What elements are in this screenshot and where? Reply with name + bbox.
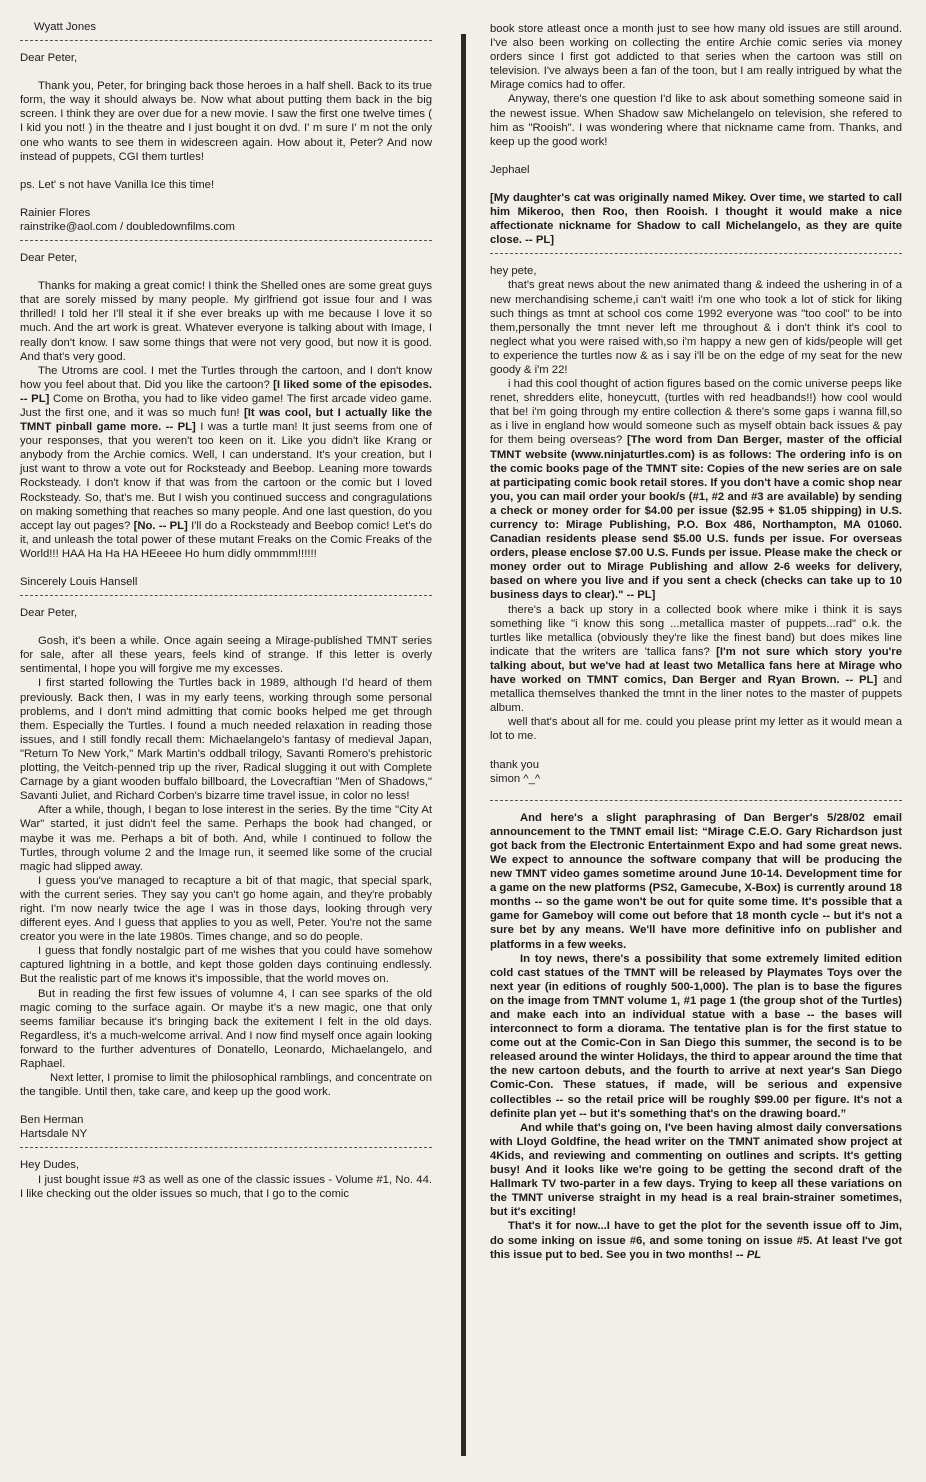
editor-reply: [No. -- PL] [133, 519, 188, 532]
letter-divider [490, 253, 902, 254]
editorial-paragraph: In toy news, there's a possibility that some extremely limited edition cold cast statues of the TMNT will be released by Playmates Toys over the next year (in editions of roughly 500-1,000). The plan is to base the figures on the image from TMNT volume 1, #1 page 1 (the group shot of the Turtles) and make each into an individual statue with a base -- the bases will interconnect to form a diorama. The tentative plan is for the first statue to come out at the Comic-Con in San Diego this summer, the second is to be released around the winter Holidays, the third to appear around the time that the new cartoon debuts, and the fourth to arrive at next year's San Diego Comic-Con. These statues, if made, will be serious and expensive collectibles -- so the retail price will be roughly $99.00 per figure. It's not a definite plan yet -- but it's something that's on the drawing board.” [490, 952, 902, 1120]
letter-greeting: Dear Peter, [20, 607, 78, 620]
letter-greeting: Hey Dudes, [20, 1159, 80, 1172]
editor-signature: -- PL [736, 1248, 762, 1261]
letter-paragraph: The Utroms are cool. I met the Turtles through the cartoon, and I don't know how you feel about that. Did you like the cartoon? [I liked some of the episodes. -- PL] Come on Brotha, you had to like video game! The first arcade video game. Just the first one, and it was so much fun! [It was cool, but I actually like the TMNT pinball game more. -- PL] I was a turtle man! It just seems from one of your responses, that you weren't too keen on it. Like you didn't like Krang or anybody from the Archie comics. Well, I can understand. It's your creation, but I just want to throw a vote out for Rocksteady and Beebop. Leaning more towards Rocksteady. I don't know if that was from the cartoon or the comic but I loved Rocksteady. So, that's me. But I wish you continued success and congragulations on making something that reaches so many people. And one last question, do you accept lay out pages? [No. -- PL] I'll do a Rocksteady and Beebop comic! Let's do it, and unleash the total power of these mutant Freaks on the Comic Freaks of the World!!! HAA Ha Ha HA HEeeee Ho hum didly ommmm!!!!!! [20, 364, 432, 560]
letter-paragraph: I guess you've managed to recapture a bit of that magic, that special spark, with the current series. They say you can't go home again, and they're probably right. I'm now nearly twice the age I was in those days, looking through very different eyes. And I guess that applies to you as well, Peter. You're not the same creator you were in the late 1980s. Times change, and so do people. [20, 874, 432, 944]
letter-paragraph: there's a back up story in a collected book where mike i think it is says something like "i know this song ...metallica master of puppets...rad" o.k. the turtles like metallica (obviously they're like the finest band) but does mikes line indicate that the writers are 'tallica fans? [I'm not sure which story you're talking about, but we've had at least two Metallica fans here at Mirage who have worked on TMNT comics, Dan Berger and Ryan Brown. -- PL] and metallica themselves thanked the tmnt in the liner notes to the master of puppets album. [490, 603, 902, 715]
letter-signature: Rainier Flores [20, 206, 91, 219]
letter-paragraph: i had this cool thought of action figures based on the comic universe peeps like renet, shredders elite, honeycutt, (turtles with red headbands!!) how cool would that be! i'm going through my entire collection & there's some gaps i wanna fill,so as i live in england how would someone such as myself obtain back issues & pay for them being overseas? [The word from Dan Berger, master of the official TMNT website (www.ninjaturtles.com) is as follows: The ordering info is on the comic books page of the TMNT site: Copies of the new series are on sale at participating comic book retail stores. If you don't have a comic shop near you, you can mail order your book/s (#1, #2 and #3 are available) by sending a check or money order for $4.00 per issue ($2.95 + $1.05 shipping) in U.S. currency to: Mirage Publishing, P.O. Box 486, Northampton, MA 01060. Canadian residents please send $5.00 U.S. funds per issue. For overseas orders, please enclose $7.00 U.S. Funds per issue. Please make the check or money order out to Mirage Publishing and allow 2-6 weeks for delivery, based on where you live and if you sent a check (checks can take up to 10 business days to clear)." -- PL] [490, 378, 902, 602]
letter-greeting: Dear Peter, [20, 52, 78, 65]
letter-paragraph: Anyway, there's one question I'd like to ask about something someone said in the newest issue. When Shadow saw Michelangelo on television, she refered to him as "Rooish". I was wondering where that nickname came from. Thanks, and keep up the good work! [490, 93, 902, 148]
letter-divider [20, 1147, 432, 1148]
letter-paragraph: Gosh, it's been a while. Once again seeing a Mirage-published TMNT series for sale, after all these years, feels kind of strange. If this letter is overly sentimental, I hope you will forgive me my excesses. [20, 635, 432, 676]
letter-paragraph: I just bought issue #3 as well as one of the classic issues - Volume #1, No. 44. I like checking out the older issues so much, that I go to the comic [20, 1173, 432, 1200]
column-divider [461, 34, 466, 1456]
editor-reply: [I liked some of the episodes. -- PL] [20, 378, 432, 405]
letter-paragraph: Thank you, Peter, for bringing back those heroes in a half shell. Back to its true form, the way it should always be. Now what about putting them back in the big screen. I think they are over due for a new movie. I saw the first one twelve times ( I kid you not! ) in the theatre and I just bought it on dvd. I' m sure I' m not the only one who wants to see them in widescreen again. How about it, Peter? And now instead of puppets, CGI them turtles! [20, 80, 432, 163]
letter-divider [490, 800, 902, 801]
letter-signature: simon ^_^ [490, 772, 541, 785]
letter-signature: Sincerely Louis Hansell [20, 576, 138, 588]
letter-paragraph: I guess that fondly nostalgic part of me wishes that you could have somehow captured lightning in a bottle, and kept those golden days continuing endlessly. But the realistic part of me knows it's impossible, that the world moves on. [20, 945, 432, 986]
letter-email: rainstrike@aol.com / doubledownfilms.com [20, 220, 235, 233]
letter-location: Hartsdale NY [20, 1128, 88, 1141]
letter-divider [20, 40, 432, 41]
editor-reply: [I'm not sure which story you're talking about, but we've had at least two Metallica fans here at Mirage who have worked on TMNT comics, Dan Berger and Ryan Brown. -- PL] [490, 645, 902, 687]
letter-paragraph: After a while, though, I began to lose interest in the series. By the time "City At War" started, it just didn't feel the same. Perhaps the book had changed, or maybe it was me. Perhaps a bit of both. And, while I continued to follow the Turtles, through volume 2 and the Image run, it seemed like some of the crucial magic had slipped away. [20, 804, 432, 873]
letter-greeting: hey pete, [490, 265, 537, 278]
editor-reply: [The word from Dan Berger, master of the official TMNT website (www.ninjaturtles.com) is as follows: The ordering info is on the comic books page of the TMNT site: Copies of the new series are on sale at participating comic book retail stores. If you don't have a comic shop near you, you can mail order your book/s (#1, #2 and #3 are available) by sending a check or money order for $4.00 per issue ($2.95 + $1.05 shipping) in U.S. currency to: Mirage Publishing, P.O. Box 486, Northampton, MA 01060. Canadian residents please send $5.00 U.S. funds per issue. For overseas orders, please enclose $7.00 U.S. Funds per issue. Please make the check or money order out to Mirage Publishing and allow 2-6 weeks for delivery, based on where you live and if you sent a check (checks can take up to 10 business days to clear)." -- PL] [490, 434, 902, 602]
editorial-paragraph: And here's a slight paraphrasing of Dan Berger's 5/28/02 email announcement to the TMNT email list: “Mirage C.E.O. Gary Richardson just got back from the Electronic Entertainment Expo and had some great news. We expect to announce the software company that will be producing the new TMNT video games sometime around June 10-14. Development time for a game on the new platforms (PS2, Gamecube, X-Box) is currently around 18 months -- so the game won't be out for quite some time. It's possible that a game for Gameboy will come out before that 18 month cycle -- but it's not a sure bet by any means. We'll have more definitive info on publisher and platforms in a few weeks. [490, 811, 902, 951]
letter-paragraph: I first started following the Turtles back in 1989, although I'd heard of them previously. Back then, I was in my early teens, working through some personal problems, and I don't mind admitting that comic books helped me get through them. Especially the Turtles. I found a much needed relaxation in reading those issues, and I still fondly recall them: Michaelangelo's fantasy of medieval Japan, "Return To New York," Mark Martin's oddball trilogy, Savanti Romero's prehistoric plotting, the Veitch-penned trip up the river, Radical slugging it out with Complete Carnage by a giant wooden buffalo billboard, the Lovecraftian "Men of Shadows," Savanti Juliet, and Richard Corben's bizarre time travel issue, in color no less! [20, 677, 432, 803]
letter-greeting: Dear Peter, [20, 252, 78, 265]
letter-postscript: ps. Let' s not have Vanilla Ice this time! [20, 178, 215, 191]
letter-divider [20, 595, 432, 596]
editorial-paragraph: And while that's going on, I've been having almost daily conversations with Lloyd Goldfine, the head writer on the TMNT animated show project at 4Kids, and reviewing and commenting on outlines and scripts. It's getting busy! And it looks like we're going to be getting the second draft of the Hallmark TV two-parter in a few days. Trying to keep all these variations on the TMNT universe straight in my head is a real brain-strainer sometimes, but it's exciting! [490, 1121, 902, 1219]
letter-signature-top: Wyatt Jones [34, 21, 97, 33]
editor-reply: [It was cool, but I actually like the TMNT pinball game more. -- PL] [20, 406, 432, 434]
letter-paragraph: Next letter, I promise to limit the philosophical ramblings, and concentrate on the tangible. Until then, take care, and keep up the good work. [20, 1072, 432, 1099]
letter-paragraph: Thanks for making a great comic! I think the Shelled ones are some great guys that are sorely missed by many people. My girlfriend got issue four and I was thrilled! I told her I'll steal it if she ever breaks up with me because I love it so much. And the art work is great. Whatever everyone is talking about with Image, I really don't know. I saw some things that were not very good, but now it is good. And that's very good. [20, 280, 432, 363]
letter-paragraph: book store atleast once a month just to see how many old issues are still around. I've also been working on collecting the entire Archie comic series via money orders since I first got addicted to that series when the cartoon was still on television. I've always been a fan of the toon, but I am really intrigued by what the Mirage comics had to offer. [490, 23, 902, 92]
letter-paragraph: that's great news about the new animated thang & indeed the ushering in of a new merchandising scheme,i can't wait! i'm one who took a lot of stick for liking such things as tmnt at school cos come 1992 everyone was "too cool" to be into them,personally the tmnt never left me throughout & i don't think it's cool to neglect what you were raised with,so i'm happy a new gen of kids/people will get to experience the turtles now & as i say i'll be on the edge of my seat for the new goody & i'm 22! [490, 279, 902, 376]
letter-signature: Jephael [490, 163, 530, 176]
letter-closing: thank you [490, 758, 539, 771]
left-column [20, 20, 432, 1201]
letter-divider [20, 240, 432, 241]
letter-signature: Ben Herman [20, 1114, 84, 1127]
letter-paragraph: well that's about all for me. could you please print my letter as it would mean a lot to me. [490, 716, 902, 743]
right-column [490, 22, 902, 1262]
editorial-paragraph: That's it for now...I have to get the plot for the seventh issue off to Jim, do some inking on issue #6, and some toning on issue #5. At least I've got this issue put to bed. See you in two months! -- PL [490, 1220, 902, 1261]
letter-paragraph: But in reading the first few issues of volumne 4, I can see sparks of the old magic coming to the surface again. Or maybe it's a new magic, one that only seems familiar because it's bringing back the exitement I felt in the old days. Regardless, it's a much-welcome arrival. And I now find myself once again looking forward to the further adventures of Donatello, Leonardo, Michaelangelo, and Raphael. [20, 987, 432, 1070]
editor-reply: [My daughter's cat was originally named Mikey. Over time, we started to call him Mikeroo, then Roo, then Rooish. I thought it would make a nice affectionate nickname for Shadow to call Michelangelo, as they are quite close. -- PL] [490, 191, 902, 247]
